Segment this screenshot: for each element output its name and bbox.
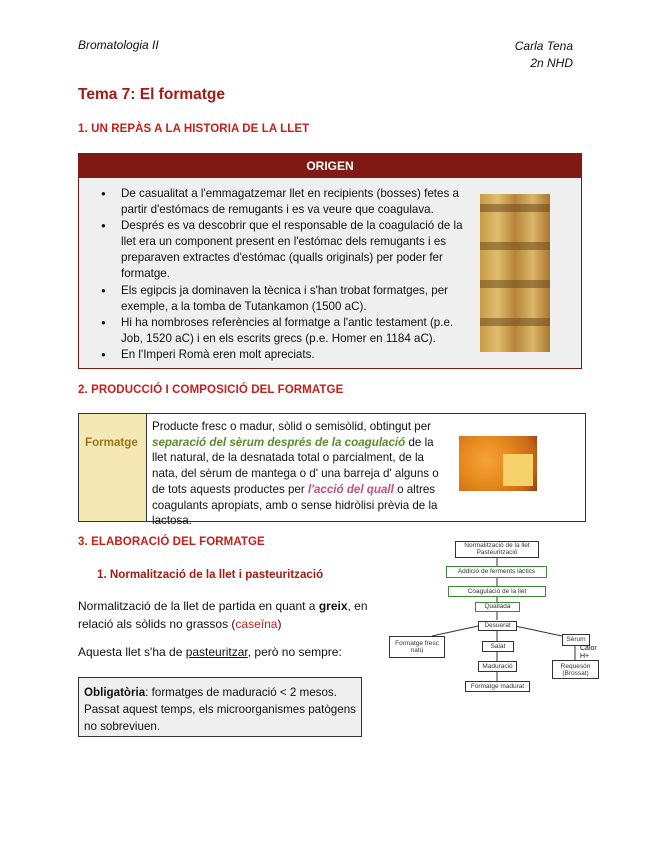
para-underline-pasteuritzar: pasteuritzar: [185, 645, 248, 659]
list-item: ● De casualitat a l'emmagatzemar llet en recipients (bosses) fetes a partir d'estómacs de remugants i es va veure que coagulava.: [87, 186, 477, 218]
step-label: Calor: [580, 645, 597, 652]
diagram-step-quallada: Quallada: [475, 602, 520, 612]
author-course: 2n NHD: [530, 56, 573, 70]
definition-text: o altres coagulants apropiats, amb o sense hidròlisi prèvia de la lactosa.: [152, 482, 438, 528]
subsection-heading: 1. Normalització de la llet i pasteurització: [97, 568, 324, 581]
diagram-step-coagulacio: Coagulació de la llet: [448, 586, 546, 597]
obligatoria-body: : formatges de maduració < 2 mesos. Passat aquest temps, els microorganismes patògens no sobreviuen.: [84, 686, 356, 733]
para-red-caseina: caseïna: [235, 617, 278, 631]
list-item: ● Després es va descobrir que el responsable de la coagulació de la llet era un component present en l'estómac dels remugants i es preparaven extractes d'estómac (qualls originals) per poder fer formatge.: [87, 218, 477, 282]
diagram-step-serum: Sèrum: [562, 634, 590, 646]
definition-text: de la llet natural, de la desnatada total o parcialment, de la nata, del sèrum de mantega o d' una barreja d' alguns o de tots aquests productes per: [152, 435, 439, 496]
author-name: Carla Tena: [514, 39, 573, 53]
diagram-step-desuerat: Desuerat: [478, 621, 517, 631]
section1-heading: 1. UN REPÀS A LA HISTORIA DE LA LLET: [78, 123, 310, 135]
definition-text: Producte fresc o madur, sòlid o semisòlid, obtingut per: [152, 420, 432, 433]
step-label: Requesón: [560, 663, 591, 670]
diagram-step-formatge-madurat: Formatge madurat: [465, 681, 530, 692]
definition-highlight-serum: separació del sèrum després de la coagulació: [152, 435, 406, 449]
para-text: Normalització de la llet de partida en quant a: [78, 599, 319, 613]
formatge-label: Formatge: [85, 436, 138, 449]
page-title: Tema 7: El formatge: [78, 86, 226, 103]
list-item: ● En l'Imperi Romà eren molt apreciats.: [87, 347, 477, 363]
diagram-step-normalitzacio: [455, 541, 539, 558]
diagram-step-requeson: [552, 660, 599, 679]
list-item: ● Hi ha nombroses referències al formatge a l'antic testament (p.e. Job, 1520 aC) i en els escrits grecs (p.e. Homer en 1184 aC).: [87, 315, 477, 347]
diagram-step-maduracio: Maduració: [478, 661, 517, 672]
step-label: Normalització de la llet: [464, 542, 530, 549]
origen-box-title: ORIGEN: [79, 154, 581, 178]
para-text: ): [277, 617, 282, 631]
step-label: H+: [580, 653, 590, 660]
diagram-step-formatge-fresc: [389, 636, 445, 658]
definition-highlight-quall: l'acció del quall: [307, 482, 394, 496]
list-item: ● Els egipcis ja dominaven la tècnica i s'han trobat formatges, per exemple, a la tomba de Tutankamon (1500 aC).: [87, 283, 477, 315]
diagram-step-addicio: Addició de ferments làctics: [446, 566, 547, 578]
para-text: , en relació als sòlids no grassos (: [78, 599, 368, 631]
section3-heading: 3. ELABORACIÓ DEL FORMATGE: [78, 536, 265, 548]
obligatoria-label: Obligatòria: [84, 686, 146, 699]
section2-heading: 2. PRODUCCIÓ I COMPOSICIÓ DEL FORMATGE: [78, 384, 344, 396]
step-label: Pasteurització: [476, 549, 518, 556]
header-subject: Bromatologia II: [78, 38, 159, 52]
diagram-calor-note: [580, 645, 597, 661]
step-label: natú: [410, 647, 424, 654]
diagram-step-salat: Salat: [482, 641, 514, 652]
para-text: Aquesta llet s'ha de: [78, 645, 186, 659]
step-label: (Brossat): [562, 670, 589, 677]
para-bold-greix: greix: [318, 599, 348, 613]
para-text: , però no sempre:: [247, 645, 342, 659]
step-label: Formatge fresc: [395, 640, 439, 647]
